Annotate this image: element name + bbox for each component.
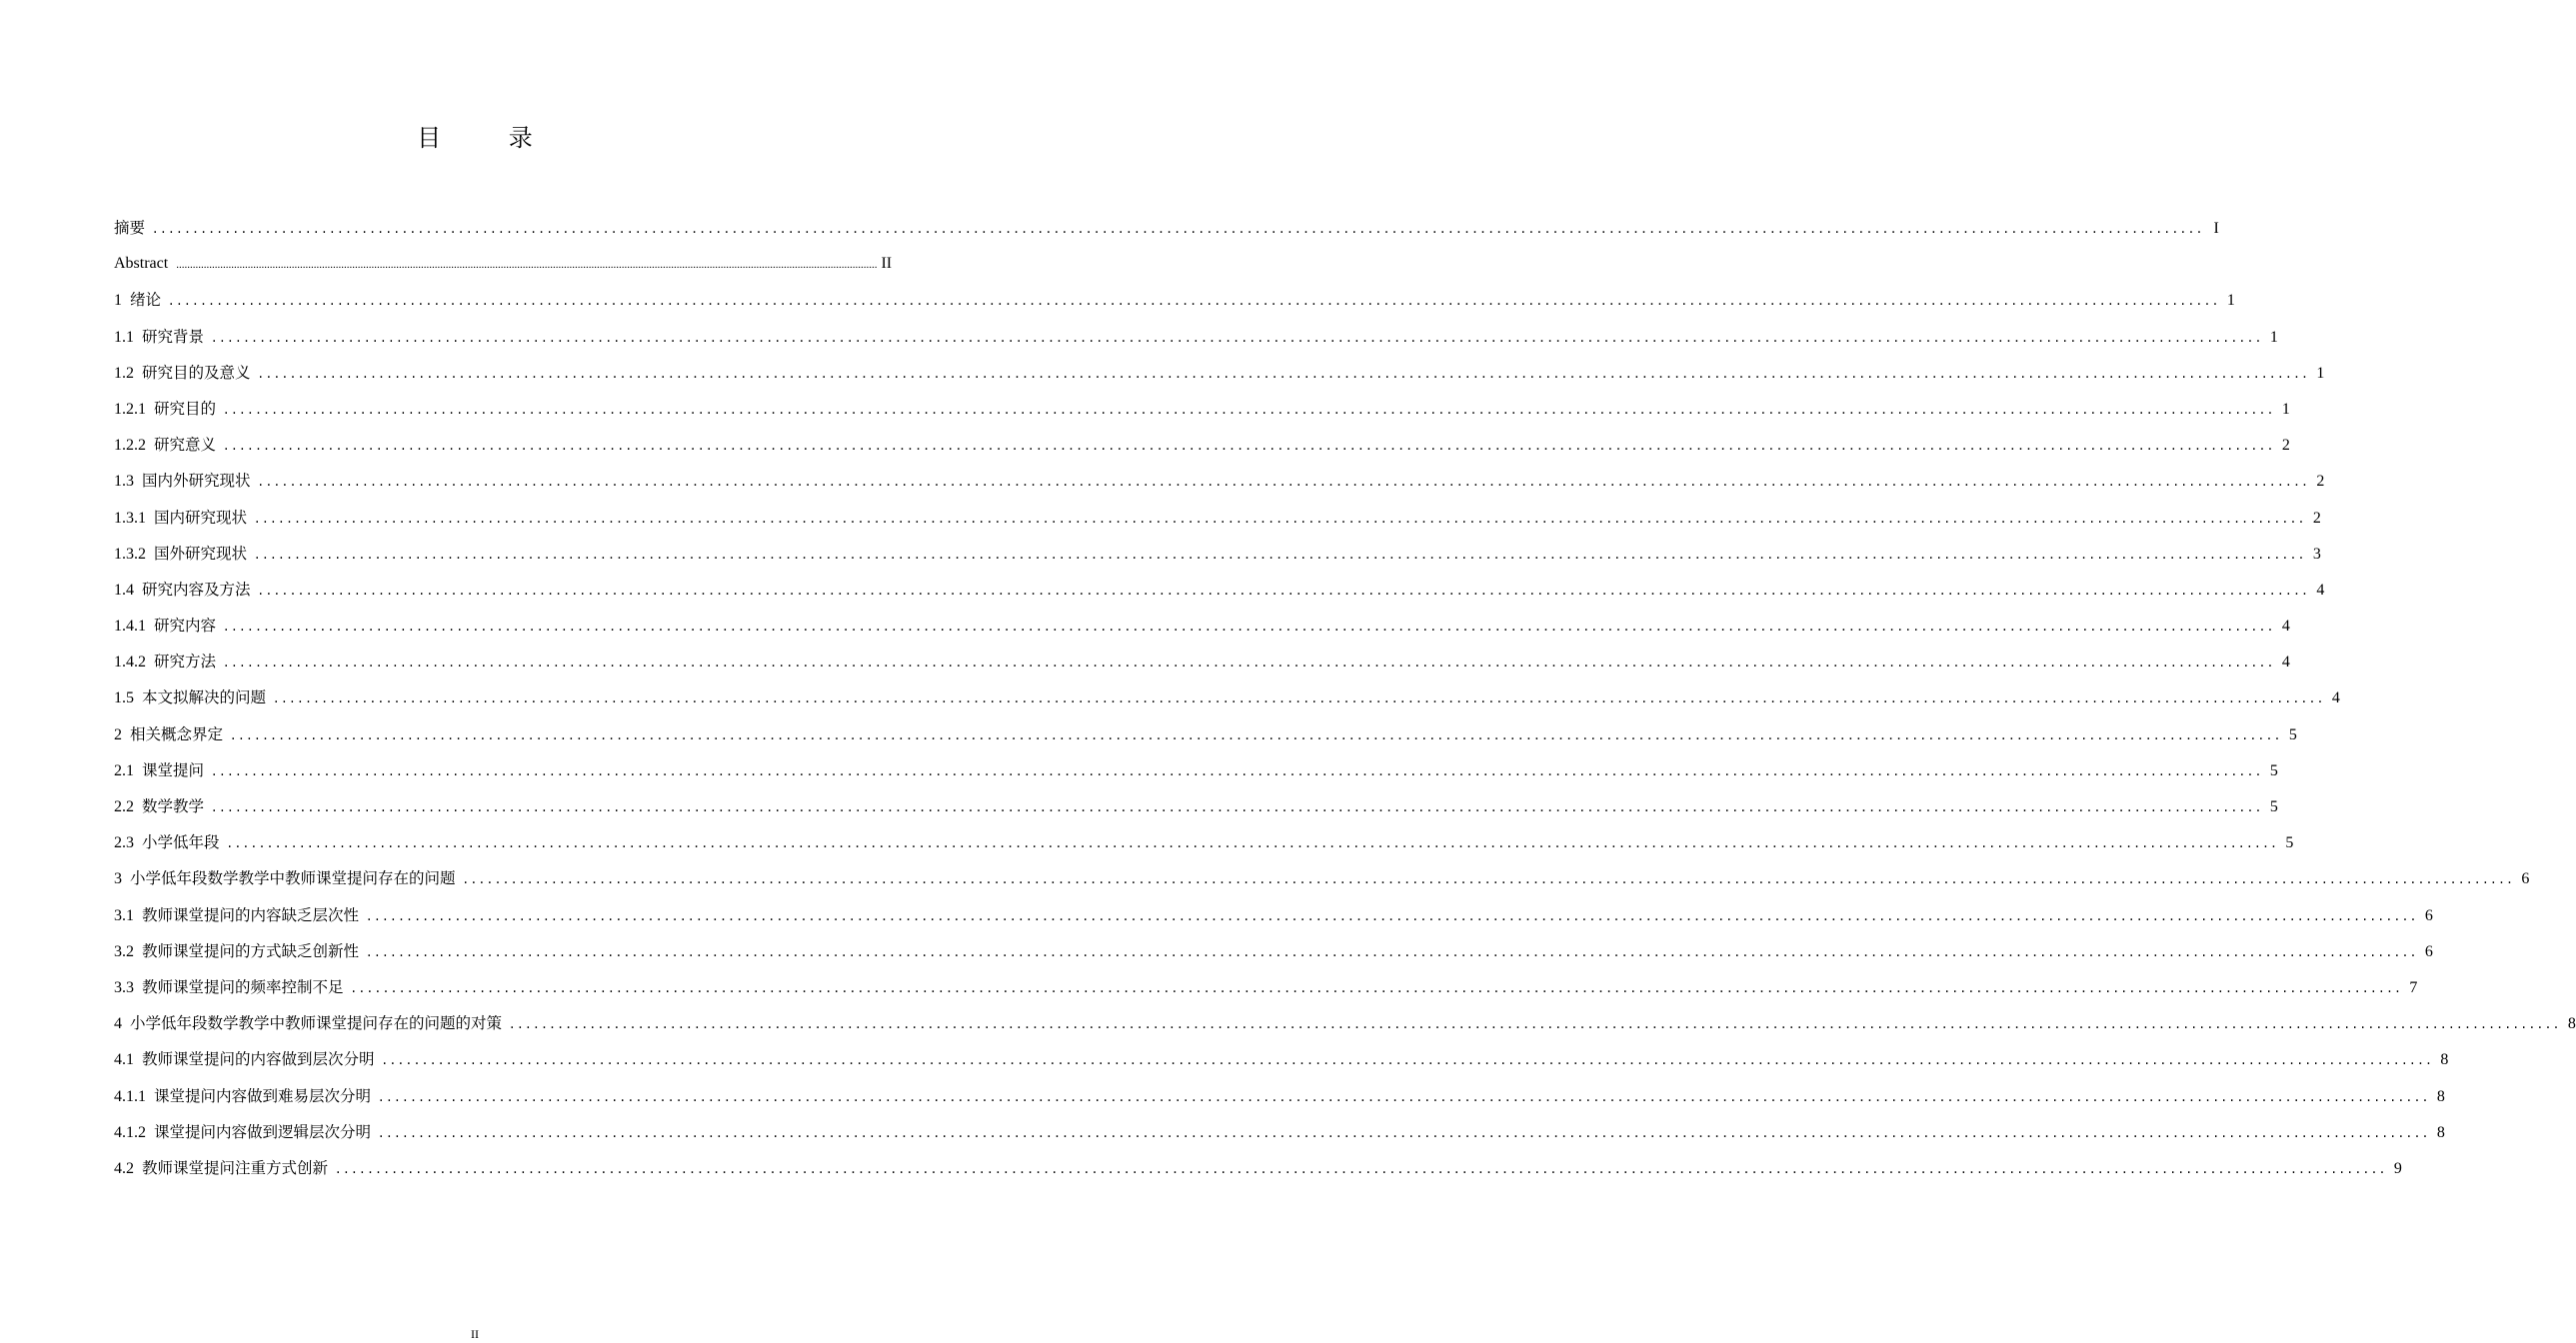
toc-entry-number: 1.2 <box>114 364 134 382</box>
toc-dot-leader: ............................................................................................................................................................................................................................................................... <box>367 943 2419 960</box>
toc-entry-label: Abstract <box>114 255 169 273</box>
toc-entry-number: 1.2.2 <box>114 437 146 455</box>
toc-entry-label: 小学低年段 <box>142 833 220 852</box>
toc-entry-page: 4 <box>2331 689 2340 707</box>
toc-entry-page: 5 <box>2285 834 2294 852</box>
toc-entry[interactable] <box>114 391 2290 427</box>
toc-entry-page: 5 <box>2269 798 2278 815</box>
toc-entry-number: 1.2.1 <box>114 400 146 418</box>
toc-entry[interactable] <box>114 644 2290 679</box>
toc-dot-leader: ............................................................................................................................................................................................................................................................... <box>212 799 2264 815</box>
toc-entry-page: 5 <box>2269 761 2278 779</box>
toc-entry-label: 教师课堂提问的频率控制不足 <box>142 977 344 996</box>
toc-dot-leader: ............................................................................................................................................................................................................................................................... <box>255 546 2307 563</box>
toc-entry-label: 课堂提问 <box>142 760 205 779</box>
toc-entry-page: 2 <box>2316 473 2325 491</box>
toc-entry-number: 1.4.1 <box>114 618 146 636</box>
toc-entry-label: 课堂提问内容做到逻辑层次分明 <box>154 1122 372 1141</box>
toc-entry[interactable] <box>114 716 2297 752</box>
toc-entry[interactable] <box>114 463 2325 499</box>
toc-entry-page: 3 <box>2312 545 2321 563</box>
toc-entry[interactable] <box>114 536 2321 572</box>
toc-entry[interactable] <box>114 1005 2576 1041</box>
toc-entry[interactable] <box>114 860 2530 896</box>
toc-entry[interactable] <box>114 824 2294 860</box>
toc-entry-number: 2 <box>114 725 122 743</box>
toc-entry-number: 1.5 <box>114 689 134 707</box>
toc-entry-label: 教师课堂提问的内容缺乏层次性 <box>142 905 360 924</box>
toc-entry[interactable] <box>114 752 2278 788</box>
toc-dot-leader: ............................................................................................................................................................................................................................................................... <box>224 438 2276 455</box>
toc-entry-label: 研究内容及方法 <box>142 580 251 599</box>
toc-entry[interactable] <box>114 500 2321 536</box>
toc-entry-label: 研究目的及意义 <box>142 363 251 382</box>
toc-dot-leader: ............................................................................................................................................................................................................................................................... <box>224 401 2276 418</box>
toc-dot-leader: ............................................................................................................................................................................................................................................................... <box>379 1088 2431 1105</box>
toc-entry-page: 7 <box>2409 978 2418 996</box>
toc-dot-leader: ............................................................................................................................................................................................................................................................... <box>379 1124 2431 1141</box>
toc-entry-label: 教师课堂提问的内容做到层次分明 <box>142 1050 375 1069</box>
toc-entry-number: 1.4.2 <box>114 654 146 672</box>
toc-entry-label: 研究背景 <box>142 327 205 346</box>
toc-dot-leader: ............................................................................................................................................................................................................................................................... <box>212 329 2264 346</box>
toc-entry-number: 3.2 <box>114 942 134 960</box>
toc-entry-page: 6 <box>2521 870 2530 888</box>
toc-entry-number: 1.3.1 <box>114 509 146 527</box>
page-number-footer: II <box>471 1327 479 1341</box>
toc-entry-number: 1.3 <box>114 473 134 491</box>
toc-entry-label: 课堂提问内容做到难易层次分明 <box>154 1086 372 1105</box>
toc-dot-leader: ............................................................................................................................................................................................................................................................... <box>255 510 2307 527</box>
toc-dot-leader: ............................................................................................................................................................................................................................................................... <box>274 690 2326 707</box>
toc-entry-number: 4.1.2 <box>114 1123 146 1141</box>
toc-dot-leader: ............................................................................................................................................................................................................................................................... <box>351 979 2404 996</box>
toc-entry-number: 3 <box>114 870 122 888</box>
toc-entry-number: 3.1 <box>114 906 134 924</box>
toc-entry-label: 国内研究现状 <box>154 508 248 527</box>
toc-entry-label: 本文拟解决的问题 <box>142 688 267 707</box>
toc-entry-label: 研究方法 <box>154 653 217 672</box>
toc-entry[interactable] <box>114 788 2278 824</box>
toc-entry-label: 数学教学 <box>142 797 205 815</box>
toc-entry-page: 1 <box>2281 400 2290 418</box>
toc-entry-label: 相关概念界定 <box>130 724 224 743</box>
toc-entry-number: 2.3 <box>114 834 134 852</box>
toc-entry[interactable] <box>114 679 2340 715</box>
toc-entry-number: 1.3.2 <box>114 545 146 563</box>
toc-dot-leader: ............................................................................................................................................................................................................................................................... <box>258 582 2311 599</box>
toc-entry[interactable] <box>114 1041 2449 1077</box>
toc-dot-leader: ............................................................................................................................................................................................................................................................... <box>382 1052 2435 1069</box>
toc-entry-page: 8 <box>2567 1015 2576 1033</box>
toc-entry-number: 1.1 <box>114 328 134 346</box>
toc-entry-number: 1.4 <box>114 581 134 599</box>
toc-entry-label: 研究目的 <box>154 399 217 418</box>
toc-entry-page: 1 <box>2226 292 2235 310</box>
toc-entry-page: 5 <box>2288 725 2297 743</box>
toc-entry[interactable] <box>114 1114 2445 1150</box>
toc-entry[interactable] <box>114 282 2235 318</box>
toc-entry-page: 4 <box>2316 581 2325 599</box>
toc-entry-page: 2 <box>2281 437 2290 455</box>
toc-entry-label: 教师课堂提问的方式缺乏创新性 <box>142 941 360 960</box>
toc-dot-leader: ............................................................................................................................................................................................................................................................... <box>367 907 2419 924</box>
toc-entry[interactable] <box>114 608 2290 644</box>
toc-entry-page: 4 <box>2281 654 2290 672</box>
toc-entry-label: 国外研究现状 <box>154 544 248 563</box>
toc-entry-label: 研究意义 <box>154 436 217 455</box>
toc-entry-number: 1 <box>114 292 122 310</box>
toc-dot-leader: ............................................................................................................................................................................................................................................................... <box>510 1016 2562 1033</box>
toc-entry[interactable] <box>114 1078 2445 1114</box>
toc-entry-page: 1 <box>2269 328 2278 346</box>
toc-dot-leader: ............................................................................................................................................................................................................................................................... <box>212 762 2264 779</box>
toc-dot-leader: ............................................................................................................................................................................................................................................................... <box>258 365 2311 382</box>
toc-dot-leader: ............................................................................................................................................................................................................................................................... <box>224 619 2276 636</box>
toc-entry[interactable] <box>114 933 2433 969</box>
toc-entry-label: 研究内容 <box>154 617 217 636</box>
toc-entry-page: 1 <box>2316 364 2325 382</box>
toc-entry-label: 摘要 <box>114 219 146 237</box>
toc-entry-page: 8 <box>2436 1087 2445 1105</box>
toc-entry[interactable] <box>114 246 893 282</box>
toc-entry-label: 小学低年段数学教学中教师课堂提问存在的问题 <box>130 869 456 888</box>
toc-dot-leader: ............................................................................................................................................................................................................................................................... <box>231 726 2283 743</box>
toc-dot-leader: ............................................................................................................................................................................................................................................................... <box>176 259 878 272</box>
toc-entry-number: 4.1 <box>114 1051 134 1069</box>
toc-dot-leader: ............................................................................................................................................................................................................................................................... <box>258 474 2311 491</box>
toc-entry-label: 绪论 <box>130 291 162 310</box>
toc-entry-label: 教师课堂提问注重方式创新 <box>142 1158 329 1177</box>
toc-entry-page: 6 <box>2424 942 2433 960</box>
toc-entry-page: I <box>2213 220 2219 237</box>
toc-entry-page: 8 <box>2436 1123 2445 1141</box>
toc-entry-page: 9 <box>2393 1159 2402 1177</box>
toc-entry-number: 4 <box>114 1015 122 1033</box>
toc-entry-page: 2 <box>2312 509 2321 527</box>
toc-dot-leader: ............................................................................................................................................................................................................................................................... <box>336 1160 2388 1177</box>
toc-entry[interactable] <box>114 210 2219 246</box>
toc-entry[interactable] <box>114 572 2325 608</box>
toc-entry-page: II <box>881 255 893 273</box>
toc-entry-number: 2.1 <box>114 761 134 779</box>
toc-dot-leader: ............................................................................................................................................................................................................................................................... <box>224 655 2276 672</box>
toc-entry-page: 8 <box>2440 1051 2449 1069</box>
toc-entry[interactable] <box>114 355 2325 391</box>
toc-entry-label: 小学低年段数学教学中教师课堂提问存在的问题的对策 <box>130 1014 503 1033</box>
toc-entry[interactable] <box>114 969 2418 1005</box>
toc-entry-number: 2.2 <box>114 798 134 815</box>
toc-entry-page: 6 <box>2424 906 2433 924</box>
toc-dot-leader: ............................................................................................................................................................................................................................................................... <box>227 835 2280 852</box>
toc-entry[interactable] <box>114 427 2290 463</box>
page-title: 目 录 <box>417 124 563 152</box>
toc-entry[interactable] <box>114 319 2278 355</box>
table-of-contents <box>114 210 2576 1186</box>
toc-entry[interactable] <box>114 1150 2402 1186</box>
toc-entry-number: 4.1.1 <box>114 1087 146 1105</box>
toc-dot-leader: ............................................................................................................................................................................................................................................................... <box>153 221 2205 237</box>
toc-dot-leader: ............................................................................................................................................................................................................................................................... <box>169 293 2221 310</box>
toc-dot-leader: ............................................................................................................................................................................................................................................................... <box>463 871 2516 888</box>
toc-entry-label: 国内外研究现状 <box>142 472 251 491</box>
toc-entry[interactable] <box>114 897 2433 933</box>
toc-entry-number: 4.2 <box>114 1159 134 1177</box>
toc-entry-page: 4 <box>2281 618 2290 636</box>
toc-entry-number: 3.3 <box>114 978 134 996</box>
